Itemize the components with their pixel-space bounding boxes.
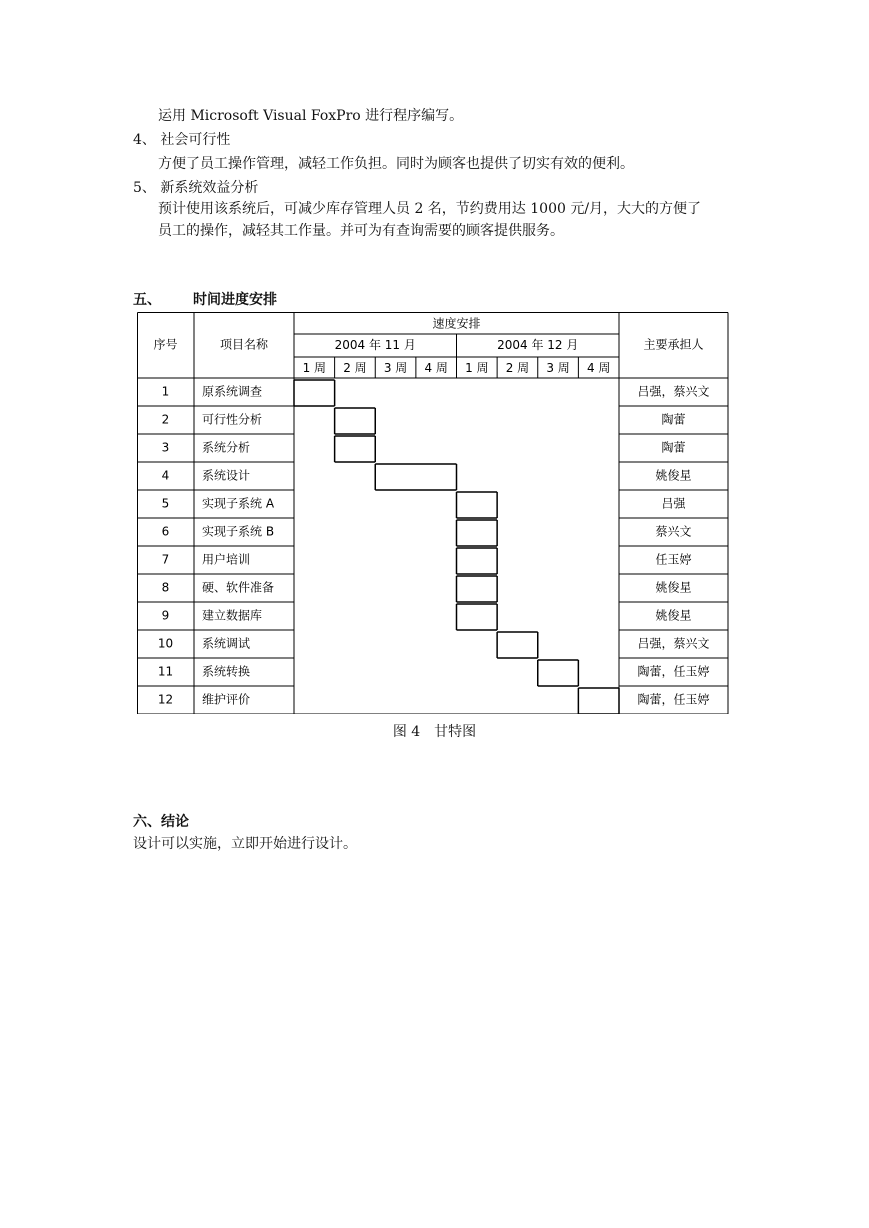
row-number: 6: [161, 524, 170, 539]
item-4-text: 方便了员工操作管理，减轻工作负担。同时为顾客也提供了切实有效的便利。: [158, 156, 634, 172]
task-owner: 姚俊星: [655, 468, 692, 483]
task-name: 系统分析: [202, 440, 251, 455]
task-owner: 陶蕾，任玉婷: [637, 664, 710, 679]
task-name: 系统转换: [202, 664, 251, 679]
header-name: 项目名称: [219, 337, 269, 352]
week-label: 1 周: [465, 361, 489, 375]
item-5-text-2: 员工的操作，减轻其工作量。并可为有查询需要的顾客提供服务。: [158, 223, 564, 239]
task-name: 实现子系统 A: [202, 496, 275, 511]
task-owner: 陶蕾，任玉婷: [637, 692, 710, 707]
conclusion-text: 设计可以实施，立即开始进行设计。: [133, 836, 357, 852]
task-name: 可行性分析: [202, 412, 263, 427]
task-owner: 姚俊星: [655, 608, 692, 623]
task-owner: 任玉婷: [655, 552, 692, 567]
row-number: 9: [161, 608, 170, 623]
section-5-number: 五、: [133, 292, 161, 308]
task-name: 系统设计: [202, 468, 251, 483]
item-5-title: 5、 新系统效益分析: [133, 180, 259, 196]
header-owner: 主要承担人: [643, 337, 704, 352]
task-owner: 吕强: [661, 496, 686, 511]
task-name: 实现子系统 B: [202, 524, 275, 539]
task-owner: 陶蕾: [661, 440, 686, 455]
row-number: 11: [157, 664, 174, 679]
week-label: 3 周: [383, 361, 408, 375]
item-5-text-1: 预计使用该系统后，可减少库存管理人员 2 名，节约费用达 1000 元/月，大大的方便了: [158, 201, 702, 217]
header-schedule: 速度安排: [432, 316, 481, 331]
intro-line: 运用 Microsoft Visual FoxPro 进行程序编写。: [158, 108, 464, 124]
row-number: 2: [161, 412, 170, 427]
week-label: 2 周: [505, 361, 530, 375]
task-name: 用户培训: [202, 552, 251, 567]
week-label: 2 周: [343, 361, 367, 375]
task-name: 维护评价: [202, 692, 251, 707]
row-number: 12: [157, 692, 174, 707]
week-label: 4 周: [586, 361, 611, 375]
month-label: 2004 年 11 月: [334, 338, 416, 352]
week-label: 3 周: [546, 361, 570, 375]
task-owner: 吕强，蔡兴文: [637, 384, 710, 399]
task-name: 硬、软件准备: [202, 580, 275, 595]
task-name: 系统调试: [202, 636, 251, 651]
task-owner: 吕强，蔡兴文: [637, 636, 710, 651]
task-owner: 蔡兴文: [655, 524, 692, 539]
section-6-title: 六、结论: [133, 814, 189, 830]
header-no: 序号: [153, 337, 178, 352]
section-5-title: 时间进度安排: [193, 292, 277, 308]
figure-caption: 图 4 甘特图: [392, 724, 477, 740]
task-name: 建立数据库: [202, 608, 263, 623]
task-name: 原系统调查: [202, 384, 263, 399]
row-number: 4: [161, 468, 170, 483]
row-number: 7: [161, 552, 170, 567]
row-number: 5: [161, 496, 170, 511]
task-owner: 陶蕾: [661, 412, 686, 427]
row-number: 10: [157, 636, 174, 651]
row-number: 1: [161, 384, 170, 399]
item-4-title: 4、 社会可行性: [133, 132, 231, 148]
week-label: 1 周: [302, 361, 327, 375]
month-label: 2004 年 12 月: [497, 338, 579, 352]
row-number: 3: [161, 440, 170, 455]
week-label: 4 周: [424, 361, 448, 375]
gantt-table: [137, 312, 729, 714]
row-number: 8: [161, 580, 170, 595]
task-owner: 姚俊星: [655, 580, 692, 595]
